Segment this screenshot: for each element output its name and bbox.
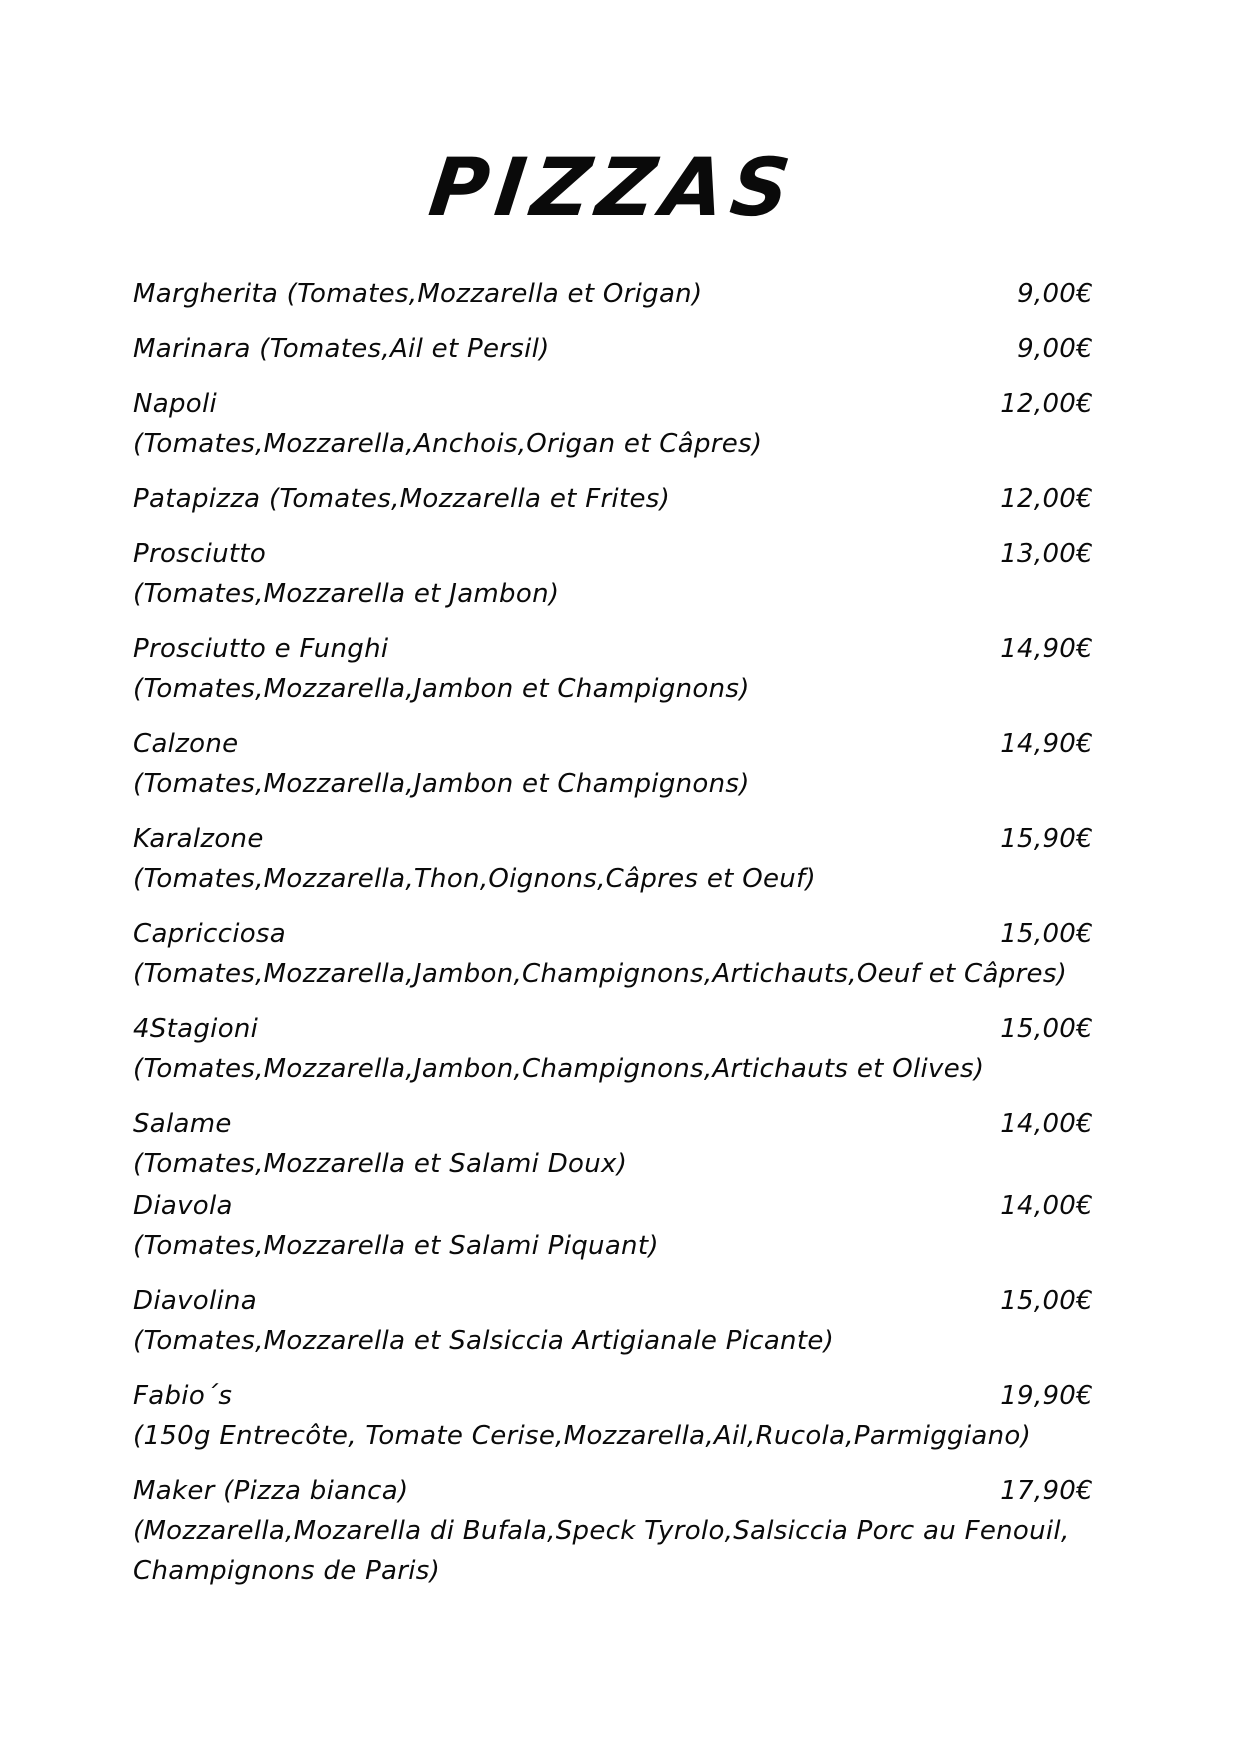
- item-name: Maker (Pizza bianca): [133, 1476, 409, 1506]
- item-price: 13,00€: [1000, 539, 1093, 569]
- item-description: (Tomates,Mozzarella et Salsiccia Artigianale Picante): [133, 1326, 835, 1356]
- menu-item: [133, 274, 1093, 314]
- menu-item-row: [133, 479, 1093, 519]
- page-title: PIZZAS: [424, 141, 802, 234]
- menu-item-row: [133, 629, 1093, 669]
- menu-item: [133, 724, 1093, 804]
- menu-item-row: [133, 819, 1093, 859]
- menu-item: [133, 534, 1093, 614]
- menu-item: [133, 1104, 1093, 1184]
- item-name: Margherita (Tomates,Mozzarella et Origan): [133, 279, 703, 309]
- menu-item-row: [133, 1009, 1093, 1049]
- item-description: (150g Entrecôte, Tomate Cerise,Mozzarella,Ail,Rucola,Parmiggiano): [133, 1421, 1032, 1451]
- item-price: 14,90€: [1000, 634, 1093, 664]
- item-name: Prosciutto e Funghi: [133, 634, 389, 664]
- menu-item-row: [133, 1186, 1093, 1226]
- item-name: Prosciutto: [133, 539, 267, 569]
- menu-item-row: [133, 1376, 1093, 1416]
- item-price: 12,00€: [1000, 389, 1093, 419]
- item-price: 14,00€: [1000, 1191, 1093, 1221]
- pizza-menu: [133, 274, 1093, 1591]
- menu-item-row: [133, 534, 1093, 574]
- item-name: Napoli: [133, 389, 218, 419]
- item-description: (Tomates,Mozzarella,Thon,Oignons,Câpres et Oeuf): [133, 864, 816, 894]
- menu-item: [133, 329, 1093, 369]
- item-name: 4Stagioni: [133, 1014, 259, 1044]
- menu-item-row: [133, 1104, 1093, 1144]
- menu-item: [133, 1186, 1093, 1266]
- item-name: Salame: [133, 1109, 232, 1139]
- item-price: 15,00€: [1000, 1014, 1093, 1044]
- menu-item-row: [133, 724, 1093, 764]
- item-description: (Tomates,Mozzarella et Salami Doux): [133, 1149, 628, 1179]
- item-description: (Mozzarella,Mozarella di Bufala,Speck Tyrolo,Salsiccia Porc au Fenouil, Champignons de Paris): [133, 1516, 1070, 1586]
- item-name: Capricciosa: [133, 919, 287, 949]
- item-description: (Tomates,Mozzarella,Jambon et Champignons): [133, 674, 750, 704]
- item-description: (Tomates,Mozzarella et Jambon): [133, 579, 560, 609]
- item-name: Diavolina: [133, 1286, 258, 1316]
- item-price: 19,90€: [1000, 1381, 1093, 1411]
- item-price: 17,90€: [1000, 1476, 1093, 1506]
- item-description: (Tomates,Mozzarella et Salami Piquant): [133, 1231, 659, 1261]
- item-price: 9,00€: [1017, 279, 1093, 309]
- menu-item-row: [133, 329, 1093, 369]
- menu-item: [133, 1471, 1093, 1591]
- item-price: 14,90€: [1000, 729, 1093, 759]
- menu-item-row: [133, 1281, 1093, 1321]
- item-price: 9,00€: [1017, 334, 1093, 364]
- item-name: Diavola: [133, 1191, 233, 1221]
- item-name: Patapizza (Tomates,Mozzarella et Frites): [133, 484, 671, 514]
- item-name: Calzone: [133, 729, 239, 759]
- item-price: 14,00€: [1000, 1109, 1093, 1139]
- item-description: (Tomates,Mozzarella,Anchois,Origan et Câpres): [133, 429, 763, 459]
- menu-item-row: [133, 914, 1093, 954]
- menu-item: [133, 1281, 1093, 1361]
- menu-item-row: [133, 274, 1093, 314]
- menu-item: [133, 384, 1093, 464]
- item-name: Karalzone: [133, 824, 264, 854]
- menu-item: [133, 914, 1093, 994]
- item-price: 12,00€: [1000, 484, 1093, 514]
- menu-item: [133, 1009, 1093, 1089]
- item-price: 15,00€: [1000, 1286, 1093, 1316]
- item-description: (Tomates,Mozzarella,Jambon et Champignons): [133, 769, 750, 799]
- menu-item: [133, 1376, 1093, 1456]
- item-description: (Tomates,Mozzarella,Jambon,Champignons,Artichauts,Oeuf et Câpres): [133, 959, 1068, 989]
- menu-item: [133, 479, 1093, 519]
- menu-item-row: [133, 384, 1093, 424]
- menu-item-row: [133, 1471, 1093, 1511]
- item-description: (Tomates,Mozzarella,Jambon,Champignons,Artichauts et Olives): [133, 1054, 985, 1084]
- item-price: 15,00€: [1000, 919, 1093, 949]
- menu-item: [133, 819, 1093, 899]
- item-price: 15,90€: [1000, 824, 1093, 854]
- menu-item: [133, 629, 1093, 709]
- item-name: Marinara (Tomates,Ail et Persil): [133, 334, 550, 364]
- item-name: Fabio´s: [133, 1381, 233, 1411]
